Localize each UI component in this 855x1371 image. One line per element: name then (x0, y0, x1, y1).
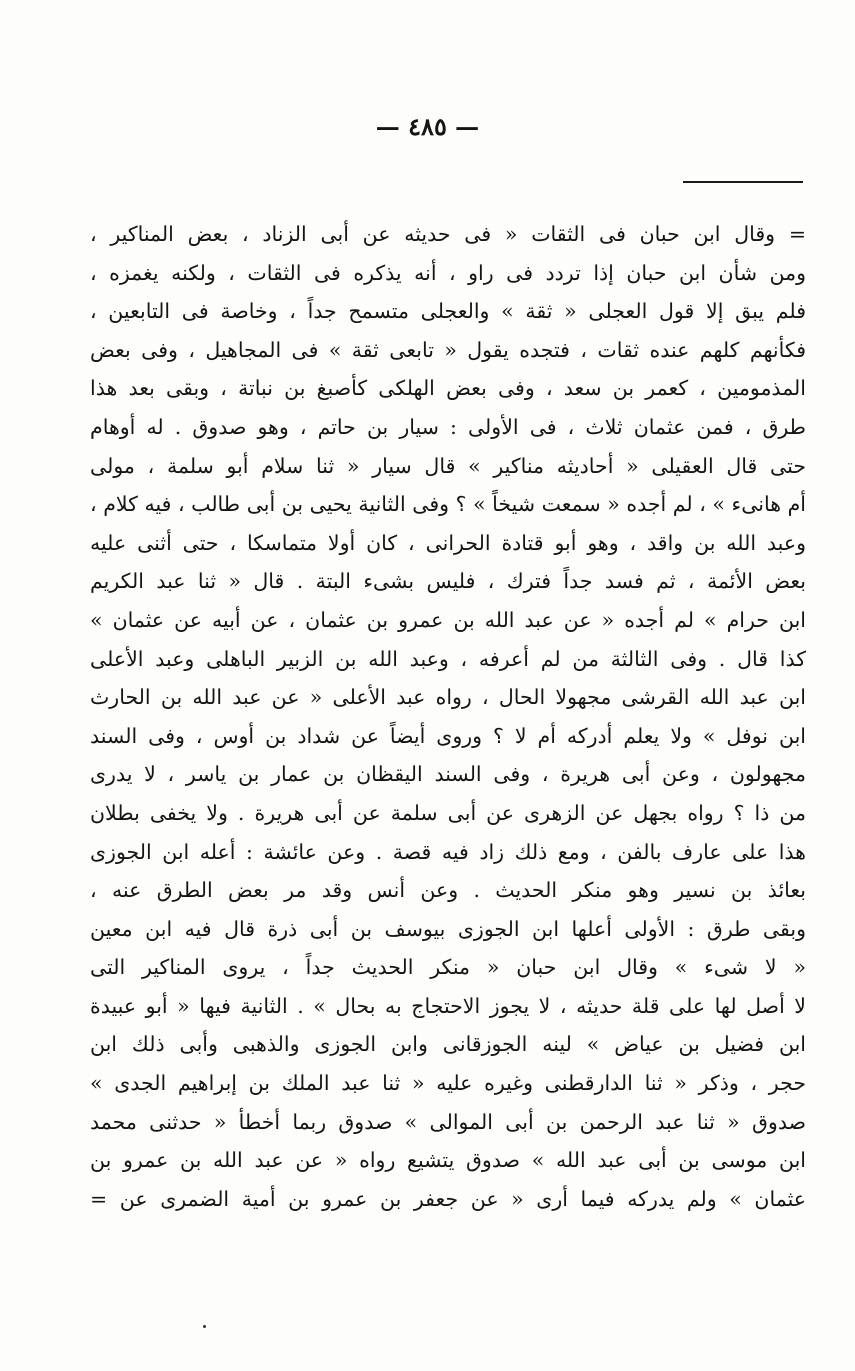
text-line: عثمان » ولم يدركه فيما أرى « عن جعفر بن عمرو بن أمية الضمرى عن = (90, 1186, 806, 1211)
text-line: ابن حرام » لم أجده « عن عبد الله بن عمرو بن عثمان ، عن أبيه عن عثمان » (90, 607, 806, 632)
text-line: ابن موسى بن أبى عبد الله » صدوق يتشيع رواه « عن عبد الله بن عمرو بن (90, 1148, 806, 1173)
text-line: وعبد الله بن واقد ، وهو أبو قتادة الحرانى ، كان أولا متماسكا ، حتى أثنى عليه (90, 530, 806, 555)
text-line: طرق ، فمن عثمان ثلاث ، فى الأولى : سيار بن حاتم ، وهو صدوق . له أوهام (90, 414, 806, 439)
text-line: ابن عبد الله القرشى مجهولا الحال ، رواه عبد الأعلى « عن عبد الله بن الحارث (90, 685, 806, 710)
page-number: — ٤٨٥ — (375, 112, 480, 141)
text-line: المذمومين ، كعمر بن سعد ، وفى بعض الهلكى كأصبغ بن نباتة ، وبقى بعد هذا (90, 376, 806, 401)
text-line: فكأنهم كلهم عنده ثقات ، فتجده يقول « تابعى ثقة » فى المجاهيل ، وفى بعض (90, 337, 806, 362)
text-line: بعض الأئمة ، ثم فسد جداً فترك ، فليس بشىء البتة . قال « ثنا عبد الكريم (90, 569, 806, 594)
text-line: صدوق « ثنا عبد الرحمن بن أبى الموالى » صدوق ربما أخطأ « حدثنى محمد (90, 1109, 806, 1134)
text-line: « لا شىء » وقال ابن حبان « منكر الحديث جداً ، يروى المناكير التى (90, 955, 806, 980)
text-line: ابن فضيل بن عياض » لينه الجوزقانى وابن الجوزى والذهبى وأبى ذلك ابن (90, 1032, 806, 1057)
text-line: بعائذ بن نسير وهو منكر الحديث . وعن أنس وقد مر بعض الطرق عنه ، (90, 878, 806, 903)
body-text (90, 215, 806, 1218)
text-line: هذا على عارف بالفن ، ومع ذلك زاد فيه قصة . وعن عائشة : أعله ابن الجوزى (90, 839, 806, 864)
text-line: حجر ، وذكر « ثنا الدارقطنى وغيره عليه « ثنا عبد الملك بن إبراهيم الجدى » (90, 1071, 806, 1096)
text-line: لا أصل لها على قلة حديثه ، لا يجوز الاحتجاج به بحال » . الثانية فيها « أبو عبيدة (90, 993, 806, 1018)
header-rule (683, 181, 803, 183)
text-line: فلم يبق إلا قول العجلى « ثقة » والعجلى متسمح جداً ، وخاصة فى التابعين ، (90, 299, 806, 324)
text-line: = وقال ابن حبان فى الثقات « فى حديثه عن أبى الزناد ، بعض المناكير ، (90, 222, 806, 246)
ink-speck (203, 1325, 206, 1328)
text-line: أم هانىء » ، لم أجده « سمعت شيخاً » ؟ وفى الثانية يحيى بن أبى طالب ، فيه كلام ، (90, 492, 806, 517)
text-line: كذا قال . وفى الثالثة من لم أعرفه ، وعبد الله بن الزبير الباهلى وعبد الأعلى (90, 646, 806, 671)
text-line: من ذا ؟ رواه بجهل عن الزهرى عن أبى سلمة عن أبى هريرة . ولا يخفى بطلان (90, 800, 806, 825)
text-line: ابن نوفل » ولا يعلم أدركه أم لا ؟ وروى أيضاً عن شداد بن أوس ، وفى السند (90, 723, 806, 748)
text-line: مجهولون ، وعن أبى هريرة ، وفى السند اليقظان بن عمار بن ياسر ، لا يدرى (90, 762, 806, 787)
text-line: ومن شأن ابن حبان إذا تردد فى راو ، أنه يذكره فى الثقات ، ولكنه يغمزه ، (90, 260, 806, 285)
text-line: وبقى طرق : الأولى أعلها ابن الجوزى بيوسف بن أبى ذرة قال فيه ابن معين (90, 916, 806, 941)
text-line: حتى قال العقيلى « أحاديثه مناكير » قال سيار « ثنا سلام أبو سلمة ، مولى (90, 453, 806, 478)
